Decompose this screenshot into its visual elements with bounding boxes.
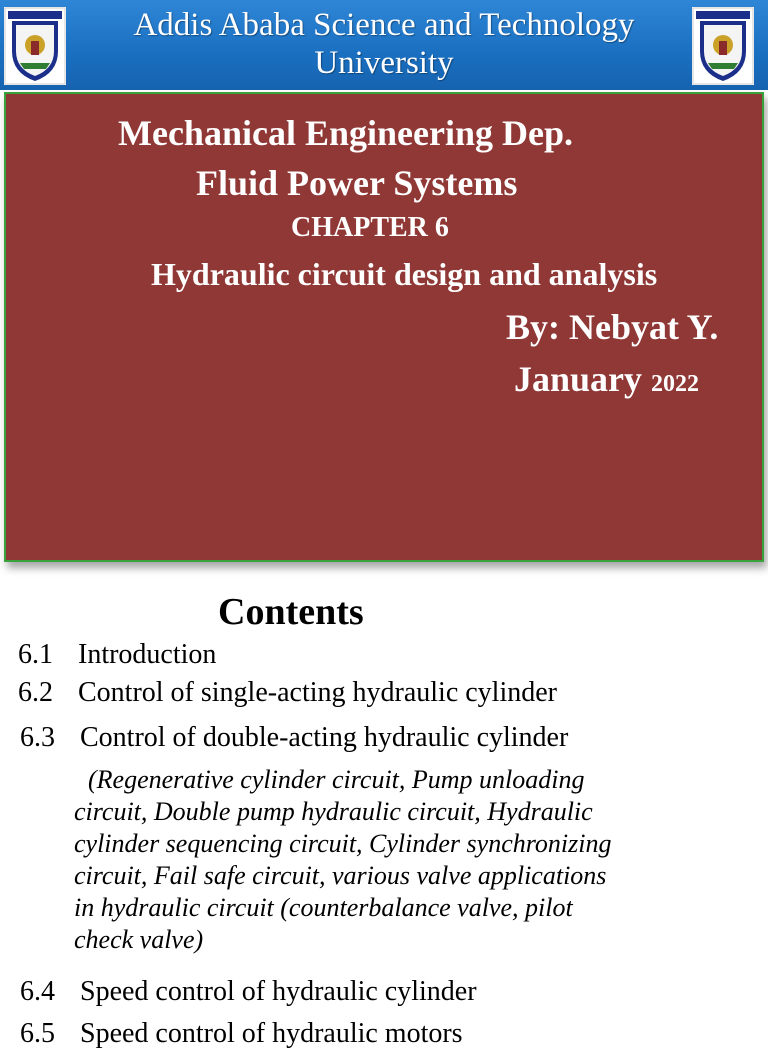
chapter-topic: Hydraulic circuit design and analysis bbox=[151, 256, 658, 292]
contents-slide bbox=[0, 578, 768, 1049]
toc-label: Introduction bbox=[78, 639, 217, 670]
university-banner bbox=[0, 0, 768, 90]
date-year: 2022 bbox=[651, 371, 700, 397]
author-line: By: Nebyat Y. bbox=[506, 307, 719, 347]
date-line bbox=[514, 358, 699, 400]
toc-number: 6.2 bbox=[18, 677, 53, 708]
university-seal-icon bbox=[4, 7, 66, 85]
course-title: Fluid Power Systems bbox=[196, 163, 518, 203]
date-month: January bbox=[514, 359, 643, 399]
university-seal-icon bbox=[692, 7, 754, 85]
toc-label: Control of double-acting hydraulic cylinder bbox=[80, 722, 569, 753]
subtopic-line: (Regenerative cylinder circuit, Pump unloading bbox=[88, 765, 585, 794]
contents-heading: Contents bbox=[218, 591, 364, 633]
toc-number: 6.5 bbox=[20, 1018, 55, 1049]
toc-number: 6.3 bbox=[20, 722, 55, 753]
toc-number: 6.4 bbox=[20, 976, 55, 1007]
toc-subtopics bbox=[74, 764, 764, 956]
subtopic-line: circuit, Fail safe circuit, various valve applications bbox=[74, 861, 607, 890]
toc-item bbox=[18, 638, 216, 672]
toc-item bbox=[20, 975, 477, 1009]
chapter-label: CHAPTER 6 bbox=[291, 212, 449, 243]
subtopic-line: check valve) bbox=[74, 925, 204, 954]
subtopic-line: circuit, Double pump hydraulic circuit, Hydraulic bbox=[74, 797, 593, 826]
subtopic-line: in hydraulic circuit (counterbalance valve, pilot bbox=[74, 893, 573, 922]
toc-number: 6.1 bbox=[18, 639, 53, 670]
subtopic-line: cylinder sequencing circuit, Cylinder synchronizing bbox=[74, 829, 612, 858]
title-box bbox=[4, 92, 764, 562]
toc-label: Control of single-acting hydraulic cylinder bbox=[78, 677, 557, 708]
toc-label: Speed control of hydraulic motors bbox=[80, 1018, 463, 1049]
toc-item bbox=[20, 721, 568, 755]
department-name: Mechanical Engineering Dep. bbox=[118, 113, 573, 153]
toc-item bbox=[18, 676, 557, 710]
toc-label: Speed control of hydraulic cylinder bbox=[80, 976, 477, 1007]
university-title: Addis Ababa Science and Technology University bbox=[133, 7, 635, 81]
toc-item bbox=[20, 1017, 463, 1051]
